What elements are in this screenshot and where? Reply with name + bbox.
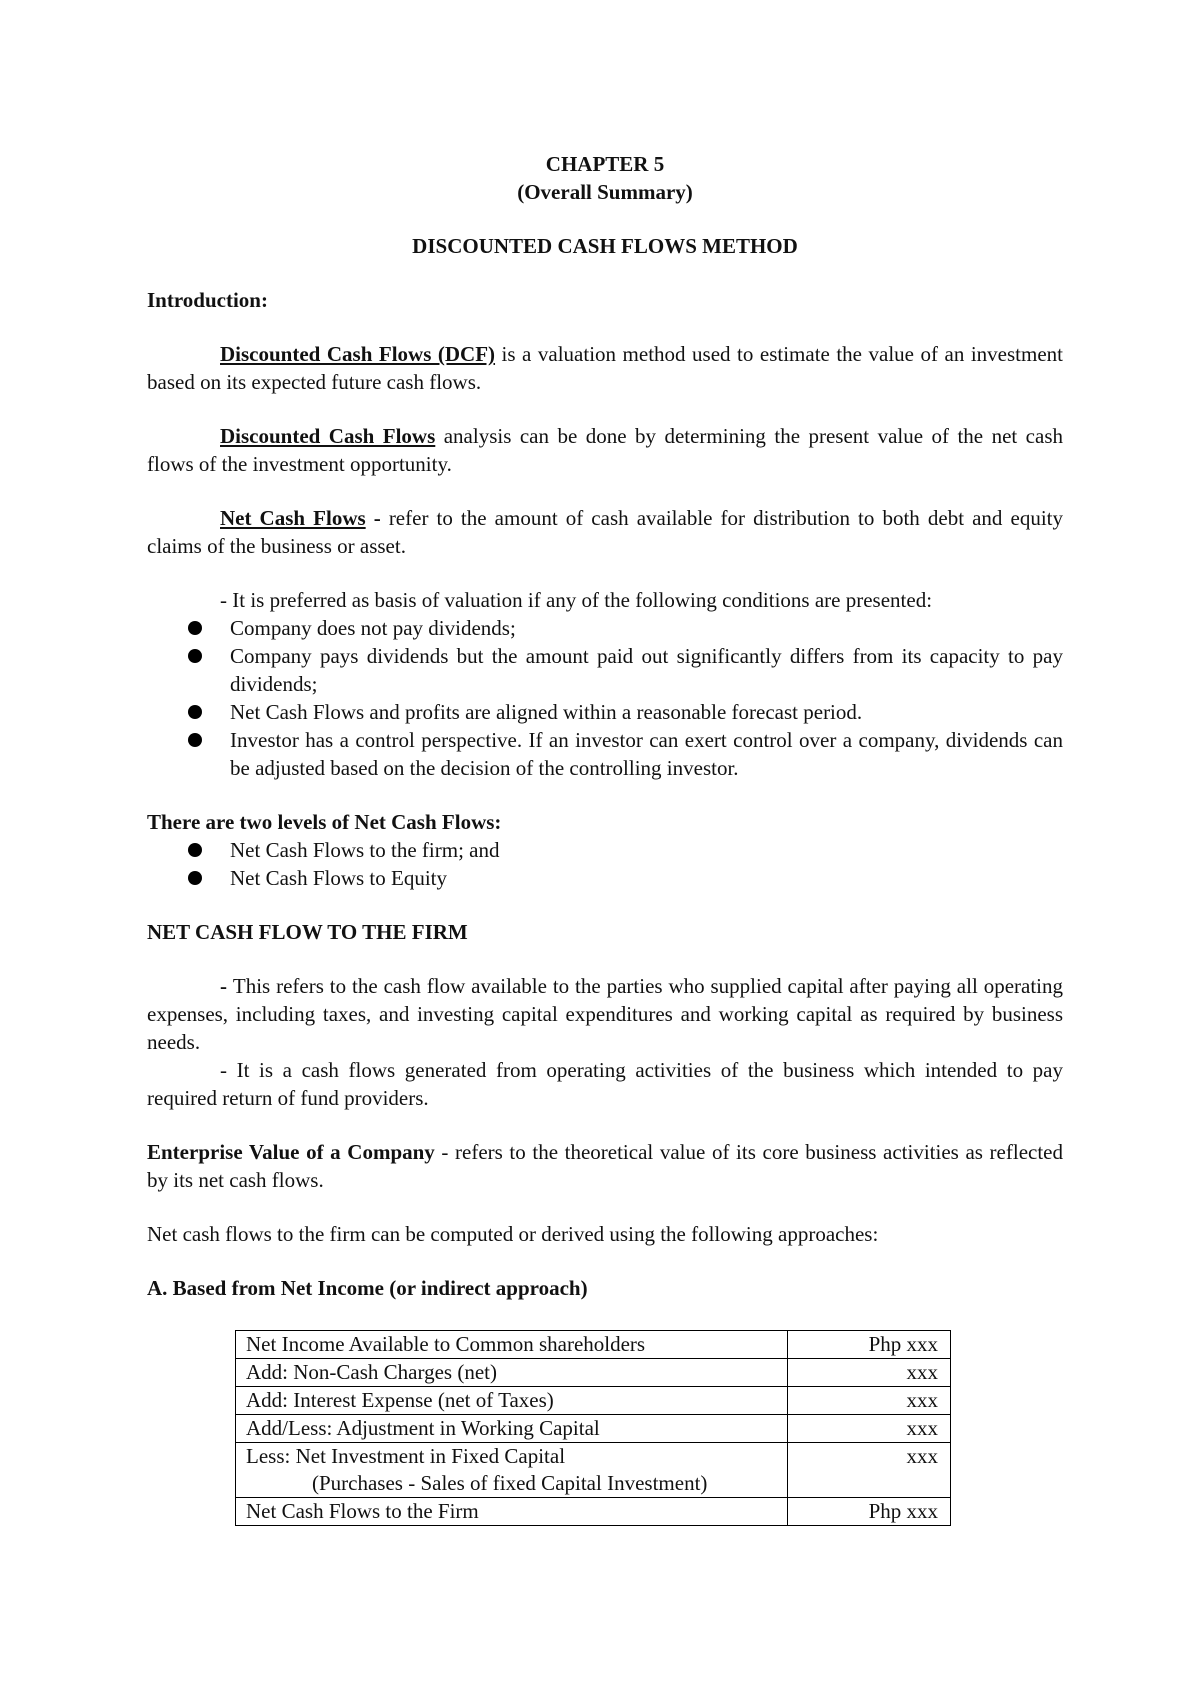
table-cell-amount: xxx [788, 1415, 951, 1443]
firm-description-2: - It is a cash flows generated from operating activities of the business which intended to pay required return of fund providers. [147, 1058, 1063, 1110]
firm-dash: - [220, 974, 233, 998]
preferred-basis-text: - It is preferred as basis of valuation if any of the following conditions are presented: [220, 588, 933, 612]
intro-paragraph-2 [147, 422, 1063, 478]
bullet-icon [188, 621, 202, 635]
table-cell-amount: xxx [788, 1443, 951, 1498]
term-dash: - [365, 506, 389, 530]
table-row [236, 1387, 951, 1415]
intro-paragraph-3 [147, 504, 1063, 560]
firm-section-heading: NET CASH FLOW TO THE FIRM [147, 920, 468, 944]
table-cell-label-sub: (Purchases - Sales of fixed Capital Investment) [312, 1471, 708, 1495]
table-cell-amount: xxx [788, 1387, 951, 1415]
table-cell-label: Add: Non-Cash Charges (net) [236, 1359, 788, 1387]
table-cell-amount: Php xxx [788, 1498, 951, 1526]
intro-paragraph-1 [147, 340, 1063, 396]
table-cell-label: Add/Less: Adjustment in Working Capital [236, 1415, 788, 1443]
table-row [236, 1331, 951, 1359]
table-cell-label [236, 1443, 788, 1498]
firm-description-1: - This refers to the cash flow available to the parties who supplied capital after paying all operating expenses, including taxes, and investing capital expenditures and working capital as required by business needs. [147, 974, 1063, 1054]
bullet-icon [188, 871, 202, 885]
table-row [236, 1443, 951, 1498]
table-cell-label: Add: Interest Expense (net of Taxes) [236, 1387, 788, 1415]
table-cell-label: Net Cash Flows to the Firm [236, 1498, 788, 1526]
list-item: Net Cash Flows to Equity [147, 864, 1063, 892]
table-cell-label-main: Less: Net Investment in Fixed Capital [246, 1444, 566, 1468]
enterprise-value-paragraph: Enterprise Value of a Company - refers to the theoretical value of its core business activities as reflected by its net cash flows. [147, 1140, 1063, 1192]
table-row [236, 1359, 951, 1387]
term-discounted-cash-flows: Discounted Cash Flows [220, 424, 436, 448]
bullet-icon [188, 705, 202, 719]
term-dcf: Discounted Cash Flows (DCF) [220, 342, 496, 366]
levels-list [147, 836, 1063, 892]
term-net-cash-flows: Net Cash Flows [220, 506, 366, 530]
approaches-intro: Net cash flows to the firm can be computed or derived using the following approaches: [147, 1222, 879, 1246]
table-row [236, 1415, 951, 1443]
list-item: Net Cash Flows to the firm; and [147, 836, 1063, 864]
list-item: Company pays dividends but the amount paid out significantly differs from its capacity to pay dividends; [147, 642, 1063, 698]
levels-label: There are two levels of Net Cash Flows: [147, 810, 502, 834]
chapter-heading: CHAPTER 5 [545, 152, 665, 176]
table-cell-amount: xxx [788, 1359, 951, 1387]
intro-label: Introduction: [147, 288, 268, 312]
bullet-icon [188, 649, 202, 663]
list-item: Net Cash Flows and profits are aligned within a reasonable forecast period. [147, 698, 1063, 726]
table-cell-amount: Php xxx [788, 1331, 951, 1359]
intro-paragraph-2-text: analysis can be done by determining the present value of the net cash flows of the investment opportunity. [147, 424, 1063, 476]
approach-a-heading: A. Based from Net Income (or indirect approach) [147, 1276, 588, 1300]
table-row [236, 1498, 951, 1526]
chapter-subtitle: (Overall Summary) [517, 180, 693, 204]
list-item: Investor has a control perspective. If an investor can exert control over a company, dividends can be adjusted based on the decision of the controlling investor. [147, 726, 1063, 782]
intro-paragraph-3-text: refer to the amount of cash available for distribution to both debt and equity claims of the business or asset. [147, 506, 1063, 558]
bullet-icon [188, 733, 202, 747]
table-cell-label: Net Income Available to Common shareholders [236, 1331, 788, 1359]
net-cash-flow-table [235, 1330, 951, 1526]
conditions-list [147, 614, 1063, 782]
term-enterprise-value: Enterprise Value of a Company [147, 1140, 435, 1164]
bullet-icon [188, 843, 202, 857]
page-title: DISCOUNTED CASH FLOWS METHOD [412, 234, 798, 258]
list-item: Company does not pay dividends; [147, 614, 1063, 642]
intro-paragraph-1-text: is a valuation method used to estimate the value of an investment based on its expected future cash flows. [147, 342, 1063, 394]
